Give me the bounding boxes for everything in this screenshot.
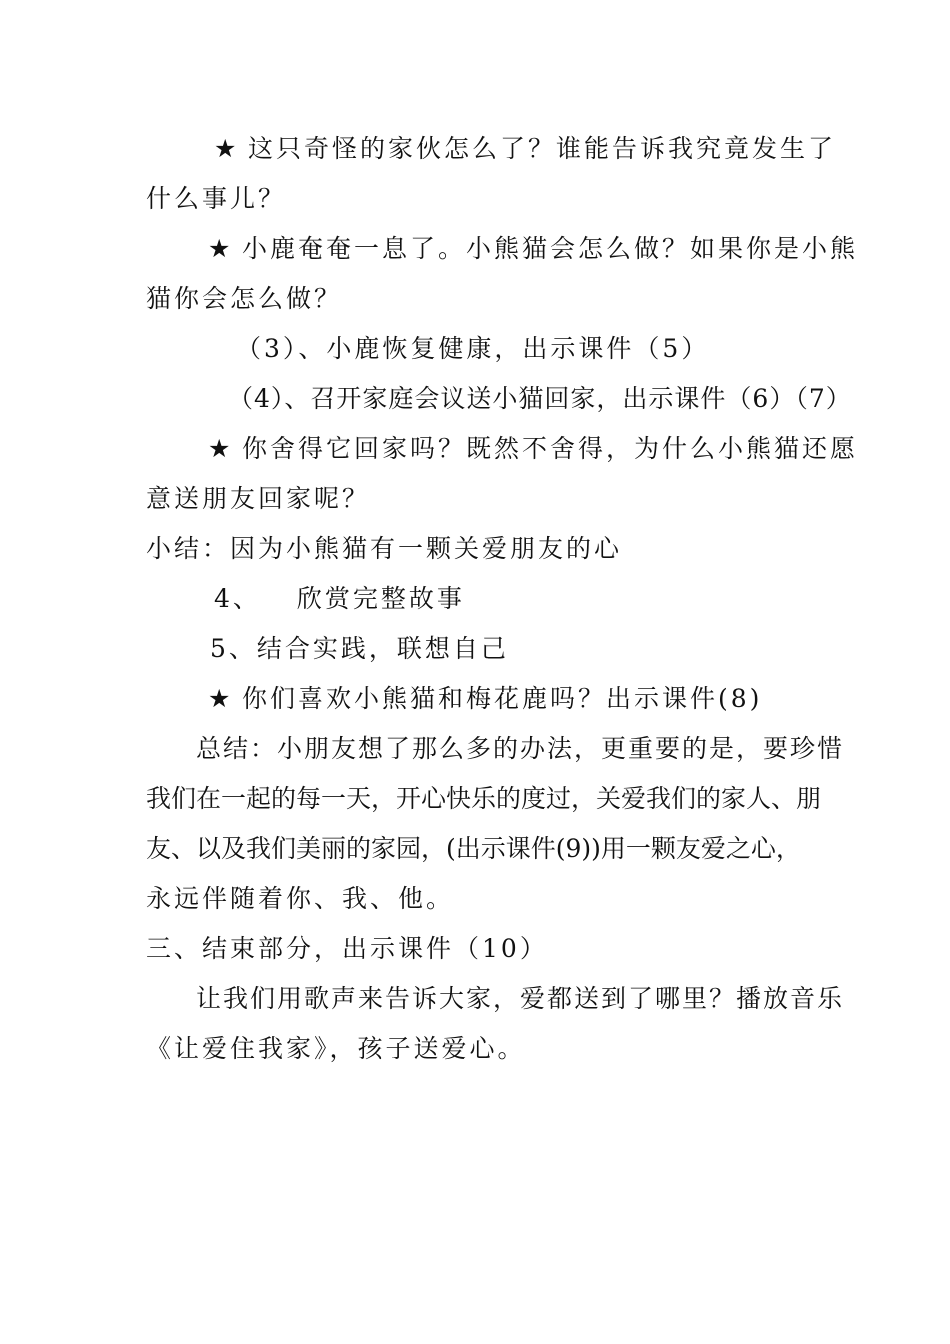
step-line: [214, 582, 465, 616]
section-heading: 三、结束部分，出示课件（10）: [146, 934, 548, 963]
star-icon: ★: [208, 684, 234, 713]
question-line: 什么事儿？: [146, 184, 287, 213]
step-line: 5、结合实践，联想自己: [210, 634, 509, 663]
question-line: [208, 232, 858, 266]
closing-line: 让我们用歌声来告诉大家，爱都送到了哪里？播放音乐: [196, 984, 845, 1013]
conclusion-line: 永远伴随着你、我、他。: [146, 884, 455, 913]
question-line: [214, 132, 836, 166]
paragraph-text: 你舍得它回家吗？既然不舍得，为什么小熊猫还愿: [242, 434, 859, 463]
conclusion-line: 友、以及我们美丽的家园，(出示课件(9))用一颗友爱之心，: [146, 834, 801, 863]
question-line: [208, 432, 858, 466]
star-icon: ★: [214, 134, 240, 163]
step-line: （4）、召开家庭会议送小猫回家，出示课件（6）（7）: [228, 384, 852, 413]
conclusion-line: 总结：小朋友想了那么多的办法，更重要的是，要珍惜: [196, 734, 845, 763]
closing-line: 《让爱住我家》，孩子送爱心。: [146, 1034, 526, 1063]
paragraph-text: 这只奇怪的家伙怎么了？谁能告诉我究竟发生了: [248, 134, 837, 163]
paragraph-text: 小鹿奄奄一息了。小熊猫会怎么做？如果你是小熊: [242, 234, 859, 263]
conclusion-line: 我们在一起的每一天，开心快乐的度过，关爱我们的家人、朋: [146, 784, 822, 813]
paragraph-text: 你们喜欢小熊猫和梅花鹿吗？出示课件(8): [242, 684, 763, 713]
step-line: （3）、小鹿恢复健康，出示课件（5）: [236, 334, 710, 363]
summary-line: 小结：因为小熊猫有一颗关爱朋友的心: [146, 534, 623, 563]
question-line: [208, 682, 762, 716]
step-number: 4、: [214, 584, 261, 613]
star-icon: ★: [208, 234, 234, 263]
star-icon: ★: [208, 434, 234, 463]
question-line: 意送朋友回家呢？: [146, 484, 371, 513]
question-line: 猫你会怎么做？: [146, 284, 343, 313]
step-text: 欣赏完整故事: [296, 584, 465, 613]
